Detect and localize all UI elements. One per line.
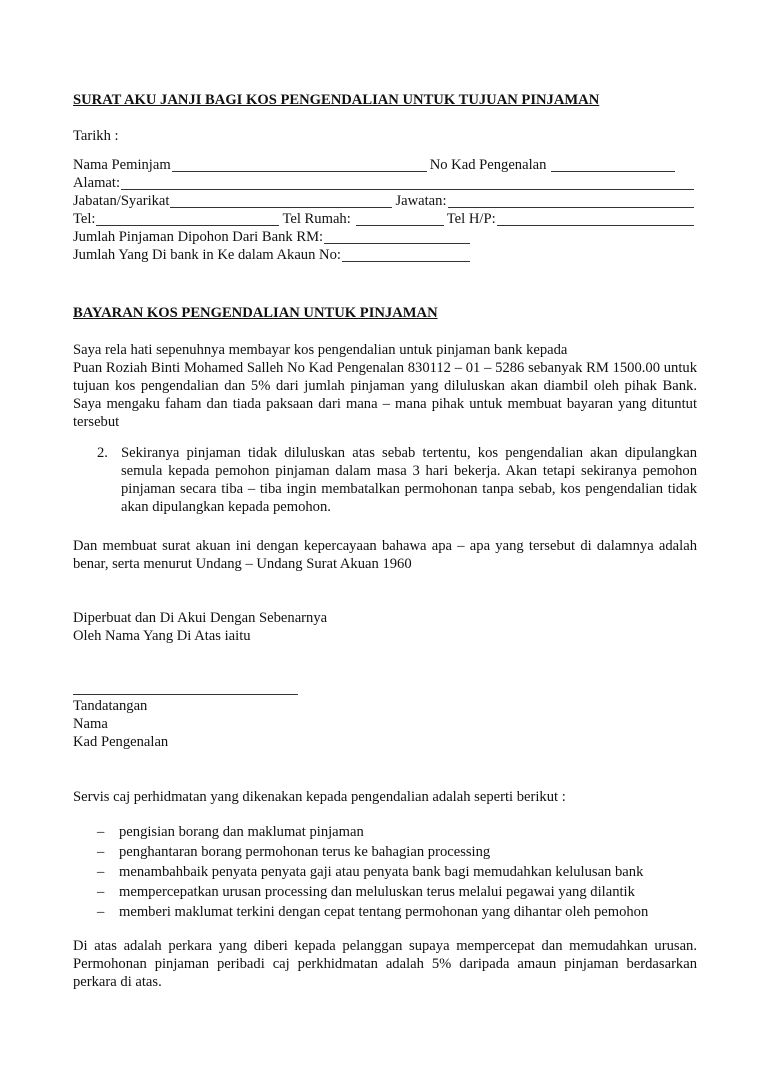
tarikh-label: Tarikh :	[73, 128, 119, 144]
tel-hp-label: Tel H/P:	[446, 211, 496, 227]
tel-rumah-field[interactable]	[356, 211, 444, 226]
jumlah-akaun-label: Jumlah Yang Di bank in Ke dalam Akaun No:	[73, 247, 341, 263]
service-item: – mempercepatkan urusan processing dan meluluskan terus melalui pegawai yang dilantik	[73, 882, 697, 902]
kad-pengenalan-label: Kad Pengenalan	[73, 734, 169, 750]
service-item: – pengisian borang dan maklumat pinjaman	[73, 822, 697, 842]
closing-paragraph: Di atas adalah perkara yang diberi kepada pelanggan supaya mempercepat dan memudahkan urusan. Permohonan pinjaman peribadi caj perkhidmatan adalah 5% daripada amaun pinjaman berdasarkan perkara di atas.	[73, 938, 697, 990]
list-item-2	[97, 444, 697, 516]
service-item: – menambahbaik penyata penyata gaji atau penyata bank bagi memudahkan kelulusan bank	[73, 862, 697, 882]
tel-rumah-label: Tel Rumah:	[282, 211, 351, 227]
tel-label: Tel:	[73, 211, 96, 227]
jabatan-field[interactable]	[170, 193, 392, 208]
payment-line-1: Saya rela hati sepenuhnya membayar kos pengendalian untuk pinjaman bank kepada	[73, 342, 568, 358]
nama-peminjam-label: Nama Peminjam	[73, 157, 171, 173]
section-title-bayaran: BAYARAN KOS PENGENDALIAN UNTUK PINJAMAN	[73, 305, 438, 321]
services-list	[73, 822, 697, 922]
jumlah-pinjaman-field[interactable]	[324, 229, 470, 244]
tel-field[interactable]	[96, 211, 279, 226]
item-text: Sekiranya pinjaman tidak diluluskan atas sebab tertentu, kos pengendalian akan dipulangkan semula kepada pemohon pinjaman dalam masa 3 hari bekerja. Akan tetapi sekiranya pemohon pinjaman secara tiba – tiba ingin membatalkan permohonan tanpa sebab, kos pengendalian tidak akan dipulangkan kepada pemohon.	[121, 445, 697, 515]
tel-hp-field[interactable]	[497, 211, 694, 226]
jumlah-akaun-field[interactable]	[342, 247, 470, 262]
nama-peminjam-field[interactable]	[172, 157, 427, 172]
servis-intro: Servis caj perhidmatan yang dikenakan kepada pengendalian adalah seperti berikut :	[73, 789, 566, 805]
tandatangan-label: Tandatangan	[73, 698, 148, 714]
payment-text: Puan Roziah Binti Mohamed Salleh No Kad Pengenalan 830112 – 01 – 5286 sebanyak RM 1500.00 untuk tujuan kos pengendalian dan 5% dari jumlah pinjaman yang diluluskan akan diambil oleh pihak Bank. Saya mengaku faham dan tiada paksaan dari mana – mana pihak untuk membuat bayaran yang dituntut tersebut	[73, 360, 697, 430]
oleh-text: Oleh Nama Yang Di Atas iaitu	[73, 628, 251, 644]
payment-paragraph	[73, 341, 697, 431]
service-item: – penghantaran borang permohonan terus ke bahagian processing	[73, 842, 697, 862]
diperbuat-text: Diperbuat dan Di Akui Dengan Sebenarnya	[73, 610, 328, 626]
item-number: 2.	[97, 445, 108, 461]
alamat-label: Alamat:	[73, 175, 121, 191]
service-item: – memberi maklumat terkini dengan cepat tentang permohonan yang dihantar oleh pemohon	[73, 902, 697, 922]
document-title: SURAT AKU JANJI BAGI KOS PENGENDALIAN UNTUK TUJUAN PINJAMAN	[73, 92, 600, 108]
borrower-form	[73, 156, 697, 264]
no-kad-field[interactable]	[551, 157, 675, 172]
signature-line[interactable]	[73, 682, 298, 695]
jawatan-field[interactable]	[448, 193, 694, 208]
declaration-paragraph: Dan membuat surat akuan ini dengan kepercayaan bahawa apa – apa yang tersebut di dalamnya adalah benar, serta menurut Undang – Undang Surat Akuan 1960	[73, 538, 697, 572]
jumlah-pinjaman-label: Jumlah Pinjaman Dipohon Dari Bank RM:	[73, 229, 324, 245]
jawatan-label: Jawatan:	[395, 193, 447, 209]
jabatan-label: Jabatan/Syarikat	[73, 193, 170, 209]
nama-label: Nama	[73, 716, 108, 732]
no-kad-label: No Kad Pengenalan	[429, 157, 547, 173]
alamat-field[interactable]	[121, 175, 694, 190]
